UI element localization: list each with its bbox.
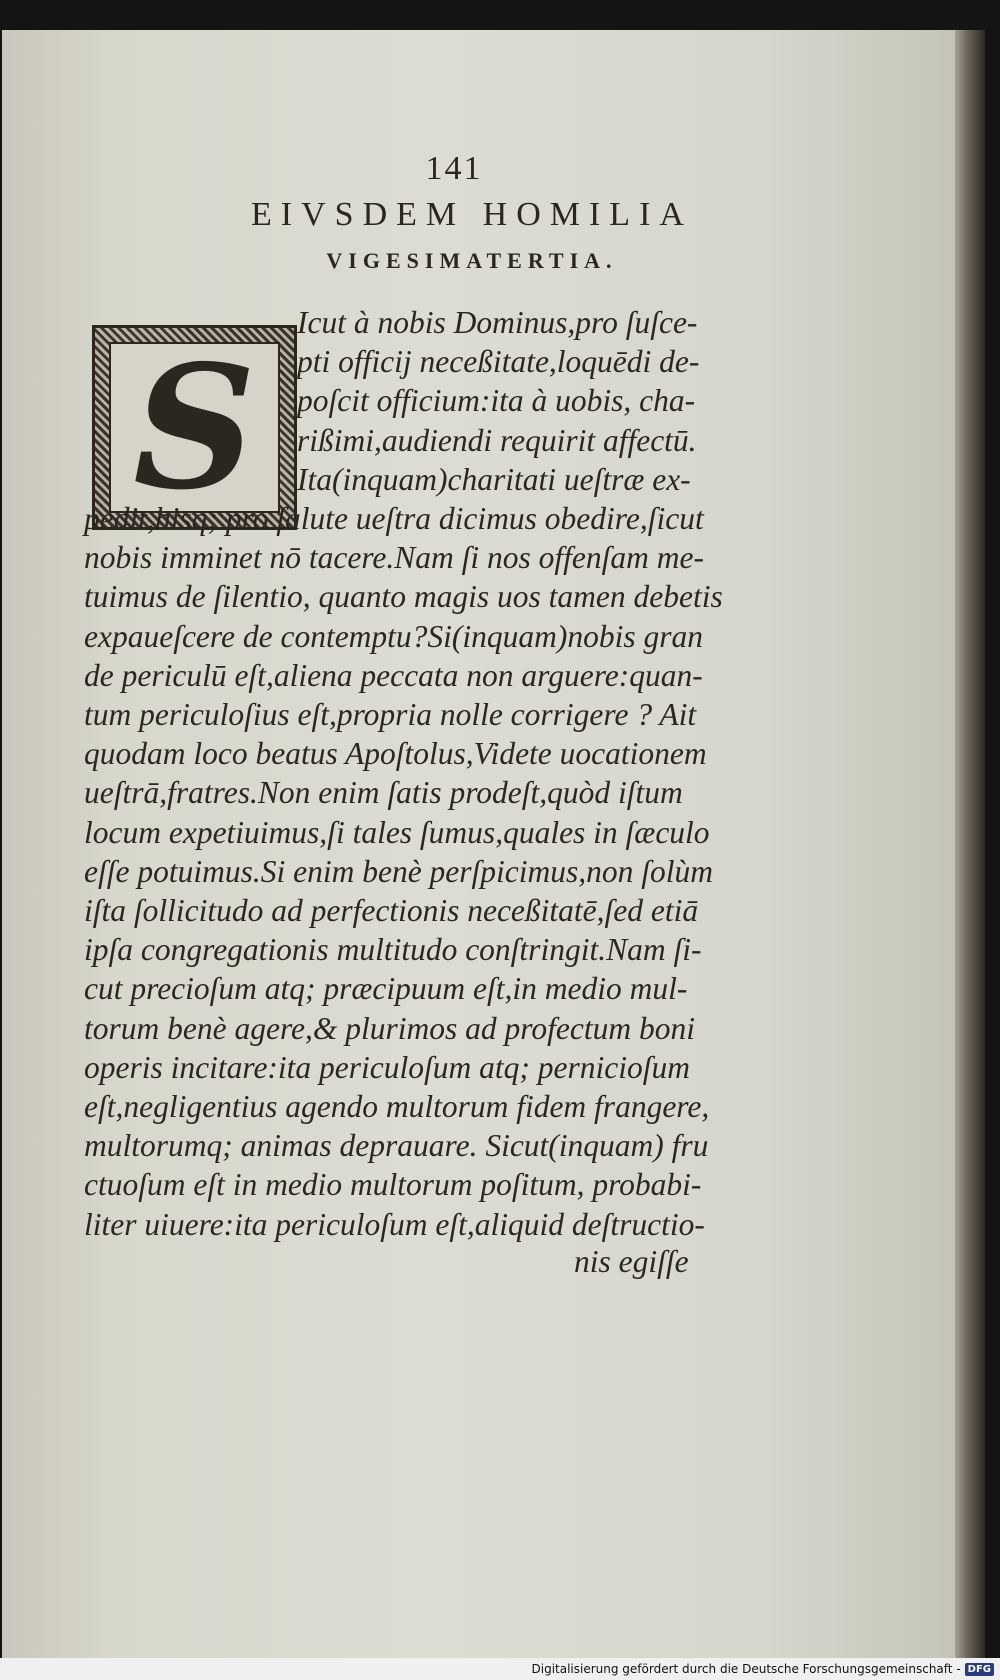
text-line: Ita(inquam)charitati ueſtræ ex-: [297, 461, 691, 497]
text-line: torum benè agere,& plurimos ad profectum boni: [84, 1010, 695, 1046]
catchword: nis egiſſe: [574, 1243, 689, 1279]
homily-title: EIVSDEM HOMILIA: [251, 196, 693, 233]
text-line: liter uiuere:ita periculoſum eſt,aliquid deſtructio-: [84, 1206, 705, 1242]
footer-credit: Digitalisierung gefördert durch die Deutsche Forschungsgemeinschaft -: [531, 1662, 961, 1676]
text-line: expaueſcere de contemptu?Si(inquam)nobis gran: [84, 618, 704, 654]
text-line: tum periculoſius eſt,propria nolle corrigere ? Ait: [84, 697, 697, 732]
text-line: iſta ſollicitudo ad perfectionis neceßitatē,ſed etiā: [84, 893, 699, 928]
text-line: operis incitare:ita periculoſum atq; pernicioſum: [84, 1049, 690, 1085]
text-line: eſt,negligentius agendo multorum fidem frangere,: [84, 1089, 710, 1124]
text-line: tuimus de ſilentio, quanto magis uos tamen debetis: [84, 579, 723, 615]
text-line: eſſe potuimus.Si enim benè perſpicimus,non ſolùm: [84, 853, 714, 889]
text-line: locum expetiuimus,ſi tales ſumus,quales in ſæculo: [84, 814, 710, 850]
text-line: poſcit officium:ita à uobis, cha-: [297, 383, 696, 419]
page-number: 141: [425, 150, 483, 187]
text-line: quodam loco beatus Apoſtolus,Videte uocationem: [84, 736, 707, 772]
text-line: nobis imminet nō tacere.Nam ſi nos offenſam me-: [84, 540, 705, 576]
book-page: [2, 30, 958, 1658]
text-line: rißimi,audiendi requirit affectū.: [297, 422, 697, 458]
text-line: ueſtrā,fratres.Non enim ſatis prodeſt,quòd iſtum: [84, 775, 683, 811]
text-line: de periculū eſt,aliena peccata non arguere:quan-: [84, 657, 703, 693]
page-edge: [955, 30, 985, 1658]
text-line: Icut à nobis Dominus,pro ſuſce-: [297, 305, 698, 340]
dfg-logo-icon: DFG: [965, 1663, 994, 1676]
initial-letter: S: [109, 342, 280, 513]
text-line: ipſa congregationis multitudo conſtringit.Nam ſi-: [84, 932, 702, 968]
text-line: pedit,hisq; pro ſalute ueſtra dicimus obedire,ſicut: [84, 501, 704, 536]
text-line: ctuoſum eſt in medio multorum poſitum, probabi-: [84, 1167, 702, 1203]
homily-subtitle: VIGESIMATERTIA.: [326, 248, 618, 273]
footer-bar: [0, 1658, 1000, 1680]
text-line: cut precioſum atq; præcipuum eſt,in medio mul-: [84, 971, 688, 1007]
text-line: multorumq; animas deprauare. Sicut(inquam) fru: [84, 1128, 709, 1164]
text-line: pti officij neceßitate,loquēdi de-: [297, 344, 700, 380]
